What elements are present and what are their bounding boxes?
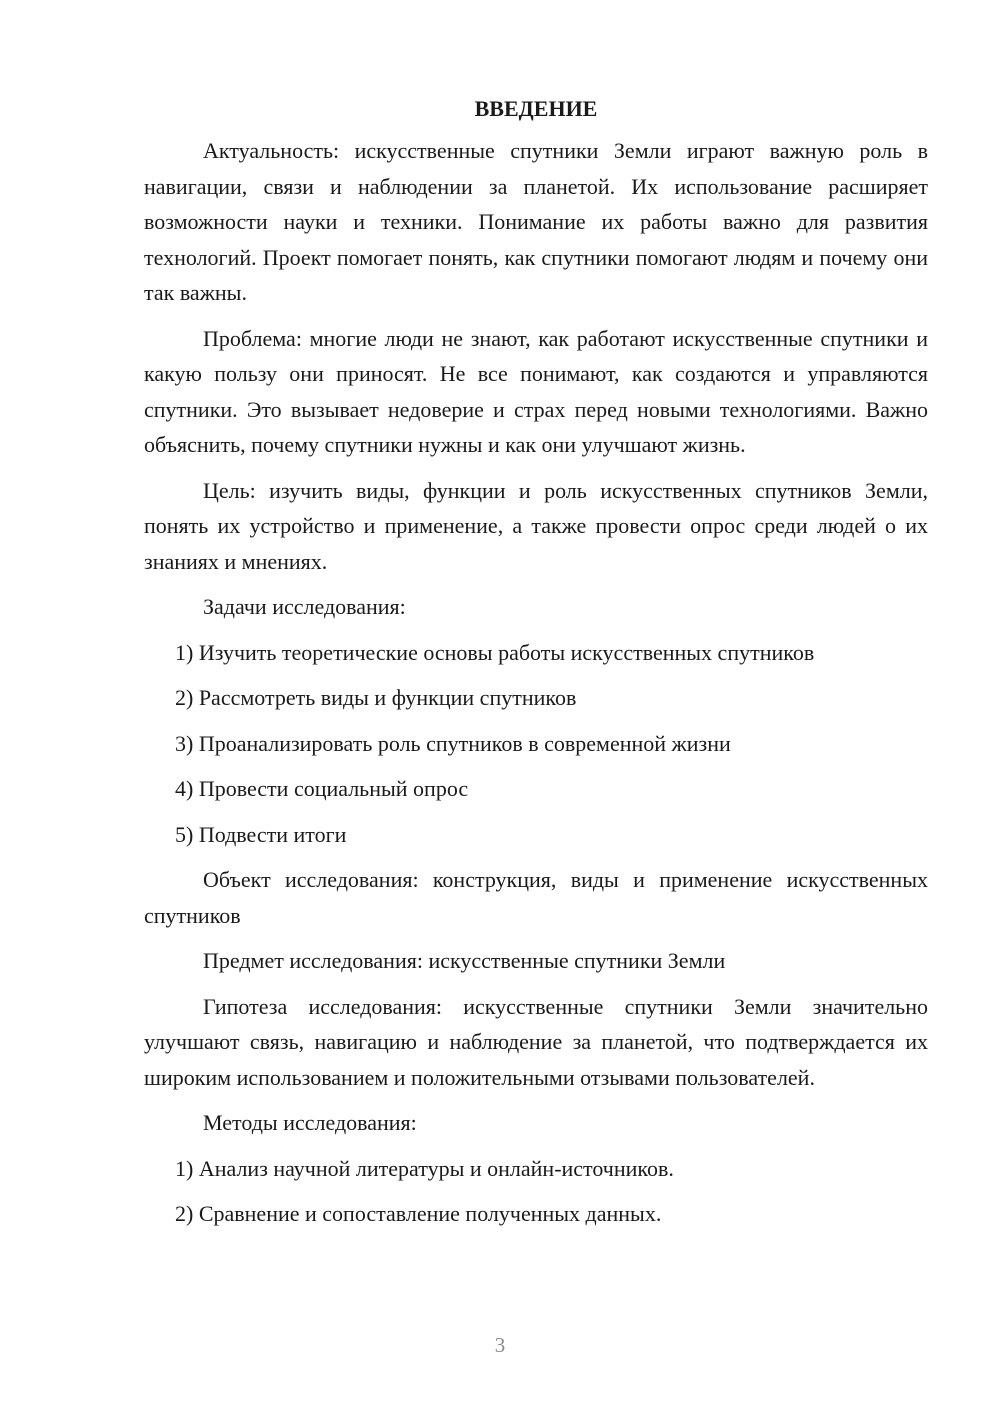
methods-heading: Методы исследования:	[203, 1110, 417, 1135]
tasks-heading: Задачи исследования:	[203, 594, 406, 619]
subject-paragraph: Предмет исследования: искусственные спутники Земли	[203, 948, 726, 973]
problem-paragraph: Проблема: многие люди не знают, как работают искусственные спутники и какую пользу они приносят. Не все понимают, как создаются и управляются спутники. Это вызывает недоверие и страх перед новыми технологиями. Важно объяснить, почему спутники нужны и как они улучшают жизнь.	[144, 325, 928, 457]
method-item-2: 2) Сравнение и сопоставление полученных данных.	[175, 1201, 662, 1226]
method-item-1: 1) Анализ научной литературы и онлайн-источников.	[175, 1155, 674, 1181]
task-item-1: 1) Изучить теоретические основы работы искусственных спутников	[175, 639, 815, 665]
page-number: 3	[494, 1333, 506, 1357]
task-item-4: 4) Провести социальный опрос	[175, 776, 469, 801]
document-page	[144, 92, 928, 1232]
task-item-3: 3) Проанализировать роль спутников в современной жизни	[175, 730, 731, 756]
task-item-5: 5) Подвести итоги	[175, 821, 347, 847]
object-paragraph: Объект исследования: конструкция, виды и применение искусственных спутников	[144, 867, 928, 928]
goal-paragraph: Цель: изучить виды, функции и роль искусственных спутников Земли, понять их устройство и применение, а также провести опрос среди людей о их знаниях и мнениях.	[144, 477, 928, 574]
section-title: ВВЕДЕНИЕ	[474, 96, 598, 121]
relevance-paragraph: Актуальность: искусственные спутники Земли играют важную роль в навигации, связи и наблюдении за планетой. Их использование расширяет возможности науки и техники. Понимание их работы важно для развития технологий. Проект помогает понять, как спутники помогают людям и почему они так важны.	[144, 138, 928, 305]
hypothesis-paragraph: Гипотеза исследования: искусственные спутники Земли значительно улучшают связь, навигацию и наблюдение за планетой, что подтверждается их широким использованием и положительными отзывами пользователей.	[144, 993, 928, 1090]
task-item-2: 2) Рассмотреть виды и функции спутников	[175, 685, 577, 710]
